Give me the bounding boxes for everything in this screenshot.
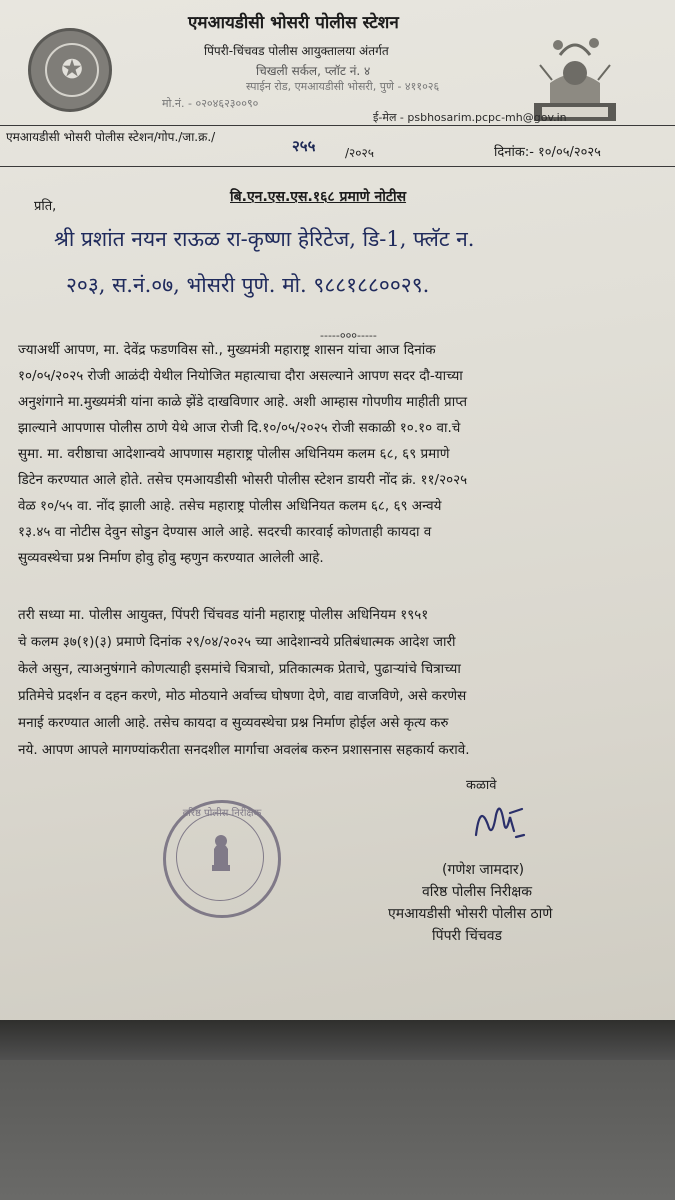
officer-name: (गणेश जामदार) — [442, 862, 525, 878]
stamp-text: वरिष्ठ पोलीस निरीक्षक — [182, 808, 262, 819]
official-stamp — [163, 800, 281, 918]
paragraph-1-line: झाल्याने आपणास पोलीस ठाणे येथे आज रोजी दि.१०/०५/२०२५ रोजी सकाळी १०.१० वा.चे — [18, 420, 461, 436]
reference-divider — [0, 166, 675, 167]
paragraph-1-line: डिटेन करण्यात आले होते. तसेच एमआयडीसी भोसरी पोलीस स्टेशन डायरी नोंद क्रं. ११/२०२५ — [18, 472, 468, 488]
reference-year: /२०२५ — [345, 146, 375, 160]
paragraph-2-line: प्रतिमेचे प्रदर्शन व दहन करणे, मोठ मोठयाने अर्वाच्च घोषणा देणे, वाद्य वाजविणे, असे करणेस — [18, 688, 467, 704]
paragraph-1-line: वेळ १०/५५ वा. नोंद झाली आहे. तसेच महाराष्ट्र पोलीस अधिनियत कलम ६८, ६९ अन्वये — [18, 498, 442, 514]
paper-edge-shadow — [0, 1020, 675, 1060]
officer-designation: वरिष्ठ पोलीस निरीक्षक — [422, 884, 532, 900]
jurisdiction-line: पिंपरी-चिंचवड पोलीस आयुक्तालया अंतर्गत — [204, 44, 389, 58]
closing-text: कळावे — [466, 778, 497, 793]
officer-place: पिंपरी चिंचवड — [432, 928, 503, 944]
table-surface — [0, 1060, 675, 1200]
paragraph-1-line: १३.४५ वा नोटीस देवुन सोडुन देण्यास आले आहे. सदरची कारवाई कोणताही कायदा व — [18, 524, 432, 540]
addressee-line-1: श्री प्रशांत नयन राऊळ रा-कृष्णा हेरिटेज, डि-1, फ्लॅट न. — [54, 227, 475, 251]
police-emblem-icon: ✪ — [28, 28, 112, 112]
notice-title: बि.एन.एस.एस.१६८ प्रमाणे नोटीस — [230, 189, 407, 205]
paragraph-2-line: मनाई करण्यात आली आहे. तसेच कायदा व सुव्यवस्थेचा प्रश्न निर्माण होईल असे कृत्य करु — [18, 715, 449, 731]
separator: -----०००----- — [320, 329, 377, 342]
paragraph-1-line: सुमा. मा. वरीष्ठाचा आदेशान्वये आपणास महाराष्ट्र पोलीस अधिनियम कलम ६८, ६९ प्रमाणे — [18, 446, 450, 462]
circle-line: चिखली सर्कल, प्लॉट नं. ४ — [256, 64, 371, 78]
station-title: एमआयडीसी भोसरी पोलीस स्टेशन — [188, 13, 399, 33]
email-line: ई-मेल - psbhosarim.pcpc-mh@gov.in — [373, 111, 567, 124]
paragraph-2-line: चे कलम ३७(१)(३) प्रमाणे दिनांक २९/०४/२०२५ च्या आदेशान्वये प्रतिबंधात्मक आदेश जारी — [18, 634, 456, 650]
paragraph-2-line: नये. आपण आपले मागण्यांकरीता सनदशील मार्गाचा अवलंब करुन प्रशासनास सहकार्य करावे. — [18, 742, 470, 758]
handwritten-signature — [470, 795, 530, 847]
header-divider — [0, 125, 675, 126]
address-line: स्पाईन रोड, एमआयडीसी भोसरी, पुणे - ४११०२६ — [246, 80, 440, 93]
paragraph-1-line: अनुशंगाने मा.मुख्यमंत्री यांना काळे झेंडे दाखविणार आहे. अशी आम्हास गोपणीय माहीती प्राप्त — [18, 394, 468, 410]
notice-date: दिनांक:- १०/०५/२०२५ — [494, 145, 601, 160]
paragraph-1-line: ज्याअर्थी आपण, मा. देवेंद्र फडणविस सो., मुख्यमंत्री महाराष्ट्र शासन यांचा आज दिनांक — [18, 342, 436, 358]
addressee-prefix: प्रति, — [34, 199, 57, 214]
paragraph-2-line: केले असुन, त्याअनुषंगाने कोणत्याही इसमांचे चित्राचो, प्रतिकात्मक प्रेताचे, पुढाऱ्यांचे चित्राच्या — [18, 661, 461, 677]
paragraph-1-line: सुव्यवस्थेचा प्रश्न निर्माण होवु होवु म्हणुन करण्यात आलेली आहे. — [18, 550, 324, 566]
paragraph-2-line: तरी सध्या मा. पोलीस आयुक्त, पिंपरी चिंचवड यांनी महाराष्ट्र पोलीस अधिनियम १९५१ — [18, 607, 429, 623]
reference-prefix: एमआयडीसी भोसरी पोलीस स्टेशन/गोप./जा.क्र./ — [6, 130, 216, 144]
phone-line: मो.नं. - ०२०४६२३००९० — [162, 97, 259, 110]
officer-station: एमआयडीसी भोसरी पोलीस ठाणे — [388, 906, 553, 922]
reference-number: २५५ — [292, 137, 316, 155]
addressee-line-2: २०३, स.नं.०७, भोसरी पुणे. मो. ९८८१८८००२९. — [66, 273, 430, 297]
paragraph-1-line: १०/०५/२०२५ रोजी आळंदी येथील नियोजित महात्याचा दौरा असल्याने आपण सदर दौ-याच्या — [18, 368, 463, 384]
